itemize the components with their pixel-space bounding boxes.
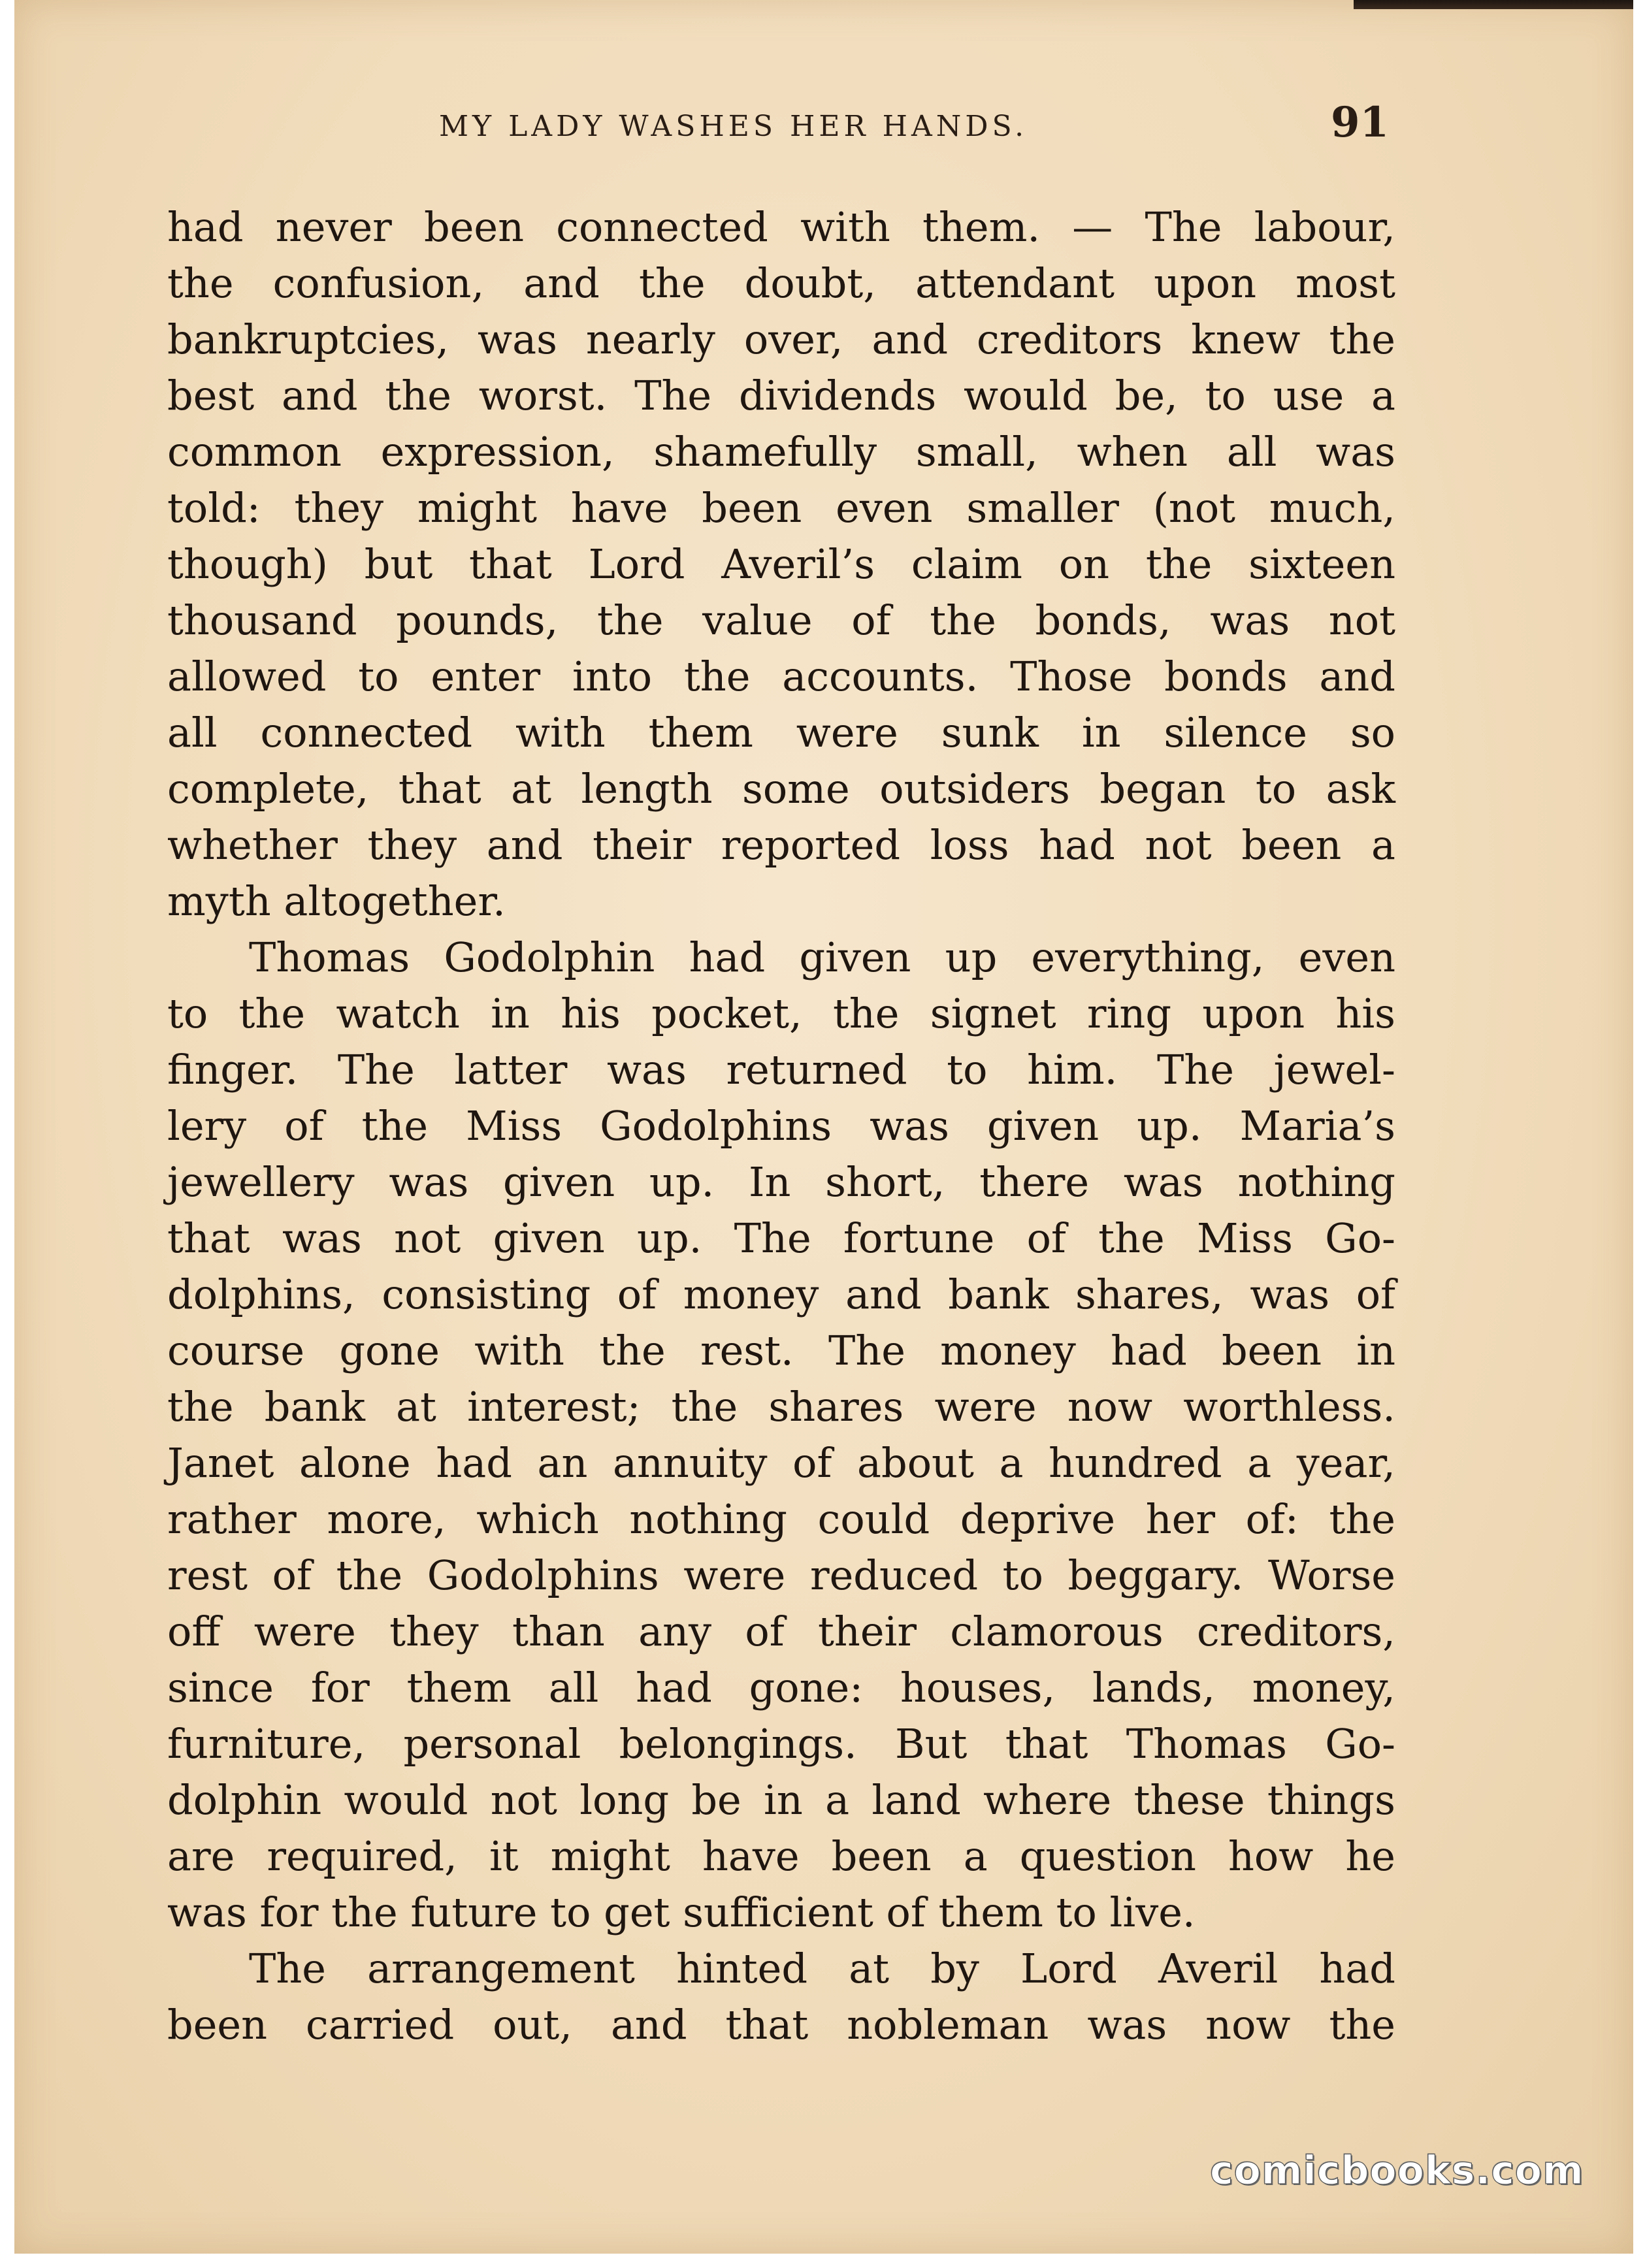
text-line: finger. The latter was returned to him. The jewel- [167,1046,1395,1094]
text-line: the bank at interest; the shares were now worthless. [167,1383,1395,1431]
text-line: dolphins, consisting of money and bank shares, was of [167,1271,1395,1318]
text-line: rest of the Godolphins were reduced to beggary. Worse [167,1551,1395,1599]
text-line: dolphin would not long be in a land where these things [167,1776,1395,1824]
text-line: furniture, personal belongings. But that Thomas Go- [167,1720,1395,1768]
text-line: told: they might have been even smaller (not much, [167,484,1395,532]
text-line: all connected with them were sunk in silence so [167,709,1395,756]
page-top-edge [1354,0,1633,9]
text-line: was for the future to get sufficient of them to live. [167,1888,1196,1936]
text-line: Janet alone had an annuity of about a hundred a year, [167,1439,1395,1487]
paragraph-start-line: The arrangement hinted at by Lord Averil had [249,1945,1395,1992]
watermark: comicbooks.com [1210,2148,1584,2194]
running-title: MY LADY WASHES HER HANDS. [439,110,1028,143]
paragraph-start-line: Thomas Godolphin had given up everything, even [249,933,1395,981]
text-line: been carried out, and that nobleman was now the [167,2001,1395,2049]
body-text [167,199,1395,2053]
text-line: off were they than any of their clamorous creditors, [167,1608,1395,1655]
text-line: thousand pounds, the value of the bonds, was not [167,596,1395,644]
text-line: lery of the Miss Godolphins was given up. Maria’s [167,1102,1395,1150]
text-line: had never been connected with them. — The labour, [167,203,1395,251]
text-line: myth altogether. [167,877,506,925]
text-line: though) but that Lord Averil’s claim on the sixteen [167,540,1395,588]
page-number: 91 [1331,98,1390,147]
text-line: allowed to enter into the accounts. Those bonds and [167,653,1395,700]
text-line: since for them all had gone: houses, lands, money, [167,1664,1395,1711]
text-line: to the watch in his pocket, the signet ring upon his [167,990,1395,1037]
text-line: complete, that at length some outsiders began to ask [167,765,1395,813]
page-header [14,98,1633,157]
text-line: common expression, shamefully small, when all was [167,428,1395,476]
text-line: that was not given up. The fortune of the Miss Go- [167,1214,1395,1262]
text-line: course gone with the rest. The money had been in [167,1327,1395,1374]
text-line: the confusion, and the doubt, attendant upon most [167,259,1395,307]
text-line: whether they and their reported loss had not been a [167,821,1395,869]
text-line: rather more, which nothing could deprive her of: the [167,1495,1395,1543]
text-line: best and the worst. The dividends would be, to use a [167,372,1395,419]
text-line: bankruptcies, was nearly over, and creditors knew the [167,316,1395,363]
text-line: are required, it might have been a question how he [167,1832,1395,1880]
book-page [14,0,1633,2254]
text-line: jewellery was given up. In short, there was nothing [167,1158,1395,1206]
